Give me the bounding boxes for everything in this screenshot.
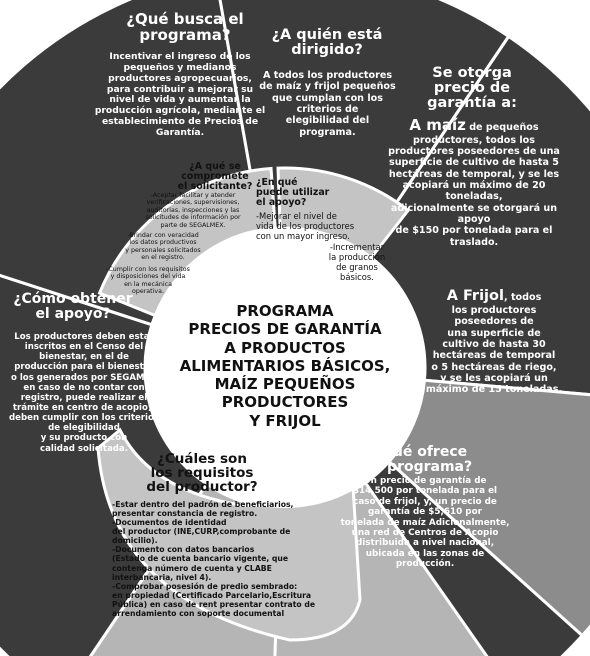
compromete-title: ¿A qué se compromete el solicitante? bbox=[177, 161, 253, 192]
frijol-label: A Frijol bbox=[446, 288, 504, 304]
compromete-item: -Aceptar facilitar y atender verificaciones, supervisiones, auditorias, inspecciones y las solicitudes de información por parte de SEGALMEX. bbox=[145, 192, 241, 229]
como-obtener-body: Los productores deben estar inscritos en el Censo del bienestar, en el de producción para el bienestar o los generados por SEGAMEX en caso de no contar con registro, puede realizar el trámite en centro de acopio), deben cumplir con los criterios de elegibilidad y su producto con calidad solicitada. bbox=[9, 332, 159, 454]
center-title-line: PRECIOS DE GARANTÍA bbox=[188, 320, 382, 339]
en-que-item-1: -Mejorar el nivel de vida de los productores con un mayor ingreso. bbox=[256, 211, 355, 241]
center-title-line: PRODUCTORES bbox=[221, 393, 349, 412]
center-title-line: Y FRIJOL bbox=[249, 411, 321, 430]
a-quien-title: ¿A quién está dirigido? bbox=[271, 27, 383, 59]
center-title bbox=[165, 302, 405, 430]
center-title-line: ALIMENTARIOS BÁSICOS, bbox=[179, 356, 391, 375]
maiz-label: A maíz bbox=[409, 116, 466, 134]
que-busca-body: Incentivar el ingreso de los pequeños y medianos productores agropecuarios, para contribuir a mejorar su nivel de vida y aumentar la producción agrícola, mediante el establecimiento de Precios de Garantía. bbox=[94, 51, 266, 139]
que-ofrece-title: ¿Qué ofrece el programa? bbox=[367, 444, 473, 475]
a-quien-body: A todos los productores de maíz y frijol pequeños que cumplan con los criterios de elegibilidad del programa. bbox=[259, 70, 396, 138]
compromete-item: -Brindar con veracidad los datos productivos y personales solicitados en el registro. bbox=[125, 232, 201, 262]
precio-garantia-title: Se otorga precio de garantía a: bbox=[427, 65, 517, 112]
precio-garantia-maiz bbox=[384, 117, 564, 248]
requisitos-body: -Estar dentro del padrón de beneficiarios, presentar constancia de registro. -Documentos de identidad del productor (INE,CURP,comprobante de domicilio). -Documento con datos bancarios (Estado de cuenta bancario vigente, que contenga número de cuenta y CLABE interbancaria, nivel 4). -Comprobar posesión de predio sembrado: en propiedad (Certificado Parcelario,Escritura Pública) en caso de rent presentar contrato de arrendamiento con soporte documental bbox=[112, 500, 316, 618]
como-obtener-title: ¿Cómo obtener el apoyo? bbox=[13, 291, 133, 322]
frijol-body: , todos los productores poseedores de una superficie de cultivo de hasta 30 hectáreas de temporal o 5 hectáreas de riego, y se les acopiará un máximo de 15 toneladas. bbox=[425, 292, 563, 396]
en-que-item-2: -Incrementar la producción de granos básicos. bbox=[328, 242, 386, 282]
que-busca-title: ¿Qué busca el programa? bbox=[126, 10, 244, 44]
frijol-block bbox=[418, 288, 570, 396]
que-ofrece-body: Un precio de garantía de $14,500 por tonelada para el caso de frijol, y, un precio de garantía de $5,610 por tonelada de maíz Adicionalmente, una red de Centros de Acopio distribuida a nivel nacional, ubicada en las zonas de producción. bbox=[340, 476, 510, 569]
center-title-line: MAÍZ PEQUEÑOS bbox=[214, 375, 356, 394]
en-que-title: ¿En qué puede utilizar el apoyo? bbox=[256, 177, 330, 208]
requisitos-title: ¿Cuáles son los requisitos del productor? bbox=[146, 451, 258, 496]
center-title-line: A PRODUCTOS bbox=[224, 338, 346, 357]
compromete-item: -Cumplir con los requisitos y disposiciones del vida en la mecánica operativa. bbox=[106, 266, 190, 296]
maiz-body: de pequeños productores, todos los productores poseedores de una superficie de cultivo de hasta 5 hectáreas de temporal, y se les acopiará un máximo de 20 toneladas, adicionalmente se otorgará un apoyo de $150 por tonelada para el traslado. bbox=[388, 122, 560, 248]
center-title-line: PROGRAMA bbox=[236, 302, 334, 320]
